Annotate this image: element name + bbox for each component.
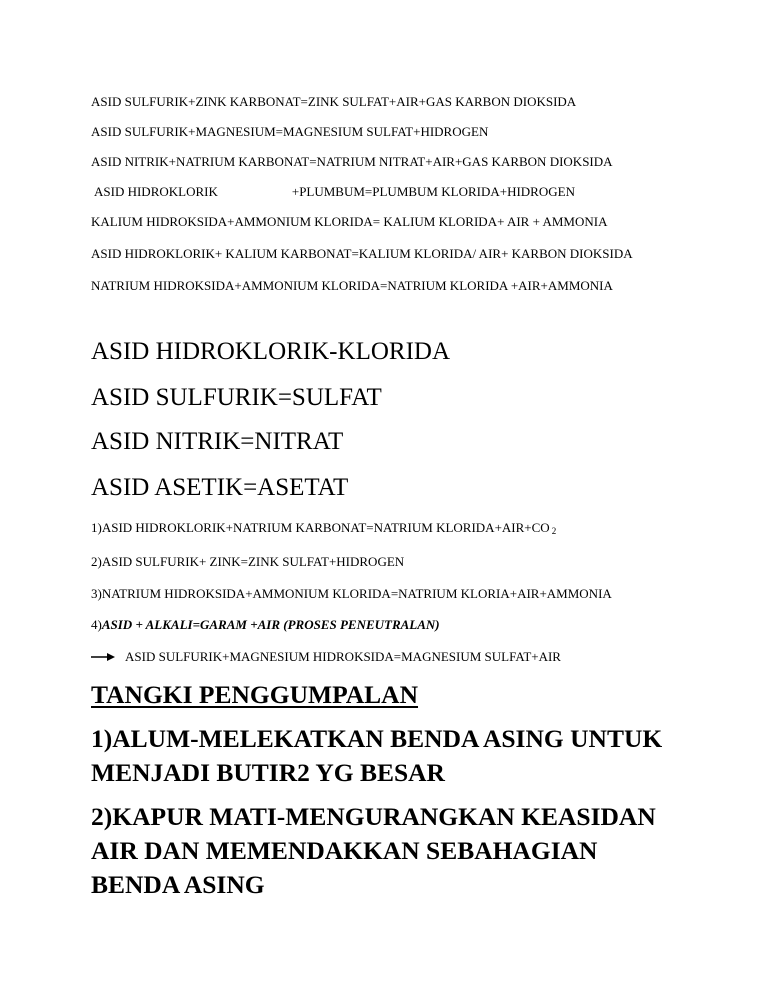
equation-line: ASID NITRIK+NATRIUM KARBONAT=NATRIUM NITRAT+AIR+GAS KARBON DIOKSIDA xyxy=(91,154,613,169)
right-arrow-icon xyxy=(91,652,115,662)
equation-line: ASID SULFURIK+MAGNESIUM=MAGNESIUM SULFAT+HIDROGEN xyxy=(91,124,489,139)
arrow-line: ASID SULFURIK+MAGNESIUM HIDROKSIDA=MAGNESIUM SULFAT+AIR xyxy=(91,649,561,665)
equation-line: KALIUM HIDROKSIDA+AMMONIUM KLORIDA= KALIUM KLORIDA+ AIR + AMMONIA xyxy=(91,214,608,229)
numbered-item-3: 3)NATRIUM HIDROKSIDA+AMMONIUM KLORIDA=NATRIUM KLORIA+AIR+AMMONIA xyxy=(91,586,612,601)
neutralization-rule: ASID + ALKALI=GARAM +AIR (PROSES PENEUTRALAN) xyxy=(101,617,440,632)
numbered-item-2: 2)ASID SULFURIK+ ZINK=ZINK SULFAT+HIDROGEN xyxy=(91,554,405,569)
subscript: 2 xyxy=(551,526,557,536)
equation-line xyxy=(94,184,575,200)
equation-line: ASID HIDROKLORIK+ KALIUM KARBONAT=KALIUM KLORIDA/ AIR+ KARBON DIOKSIDA xyxy=(91,246,633,261)
salt-name-line: ASID NITRIK=NITRAT xyxy=(91,428,344,455)
salt-name-line: ASID ASETIK=ASETAT xyxy=(91,474,349,501)
equation-line: ASID SULFURIK+ZINK KARBONAT=ZINK SULFAT+AIR+GAS KARBON DIOKSIDA xyxy=(91,94,577,109)
section-heading: TANGKI PENGGUMPALAN xyxy=(91,680,419,709)
salt-name-line: ASID HIDROKLORIK-KLORIDA xyxy=(91,338,450,365)
salt-name-line: ASID SULFURIK=SULFAT xyxy=(91,384,382,411)
tank-point-line: AIR DAN MEMENDAKKAN SEBAHAGIAN xyxy=(91,836,598,865)
numbered-item-1: 1)ASID HIDROKLORIK+NATRIUM KARBONAT=NATRIUM KLORIDA+AIR+CO $_2$ xyxy=(91,520,557,536)
tank-point-line: 1)ALUM-MELEKATKAN BENDA ASING UNTUK xyxy=(91,724,663,753)
tank-point-line: BENDA ASING xyxy=(91,870,265,899)
numbered-item-4: 4)ASID + ALKALI=GARAM +AIR (PROSES PENEUTRALAN) xyxy=(91,617,440,632)
equation-right: +PLUMBUM=PLUMBUM KLORIDA+HIDROGEN xyxy=(291,184,575,199)
tank-point-line: 2)KAPUR MATI-MENGURANGKAN KEASIDAN xyxy=(91,802,656,831)
equation-left: ASID HIDROKLORIK xyxy=(94,184,218,199)
tank-point-line: MENJADI BUTIR2 YG BESAR xyxy=(91,758,445,787)
equation-line: NATRIUM HIDROKSIDA+AMMONIUM KLORIDA=NATRIUM KLORIDA +AIR+AMMONIA xyxy=(91,278,613,293)
